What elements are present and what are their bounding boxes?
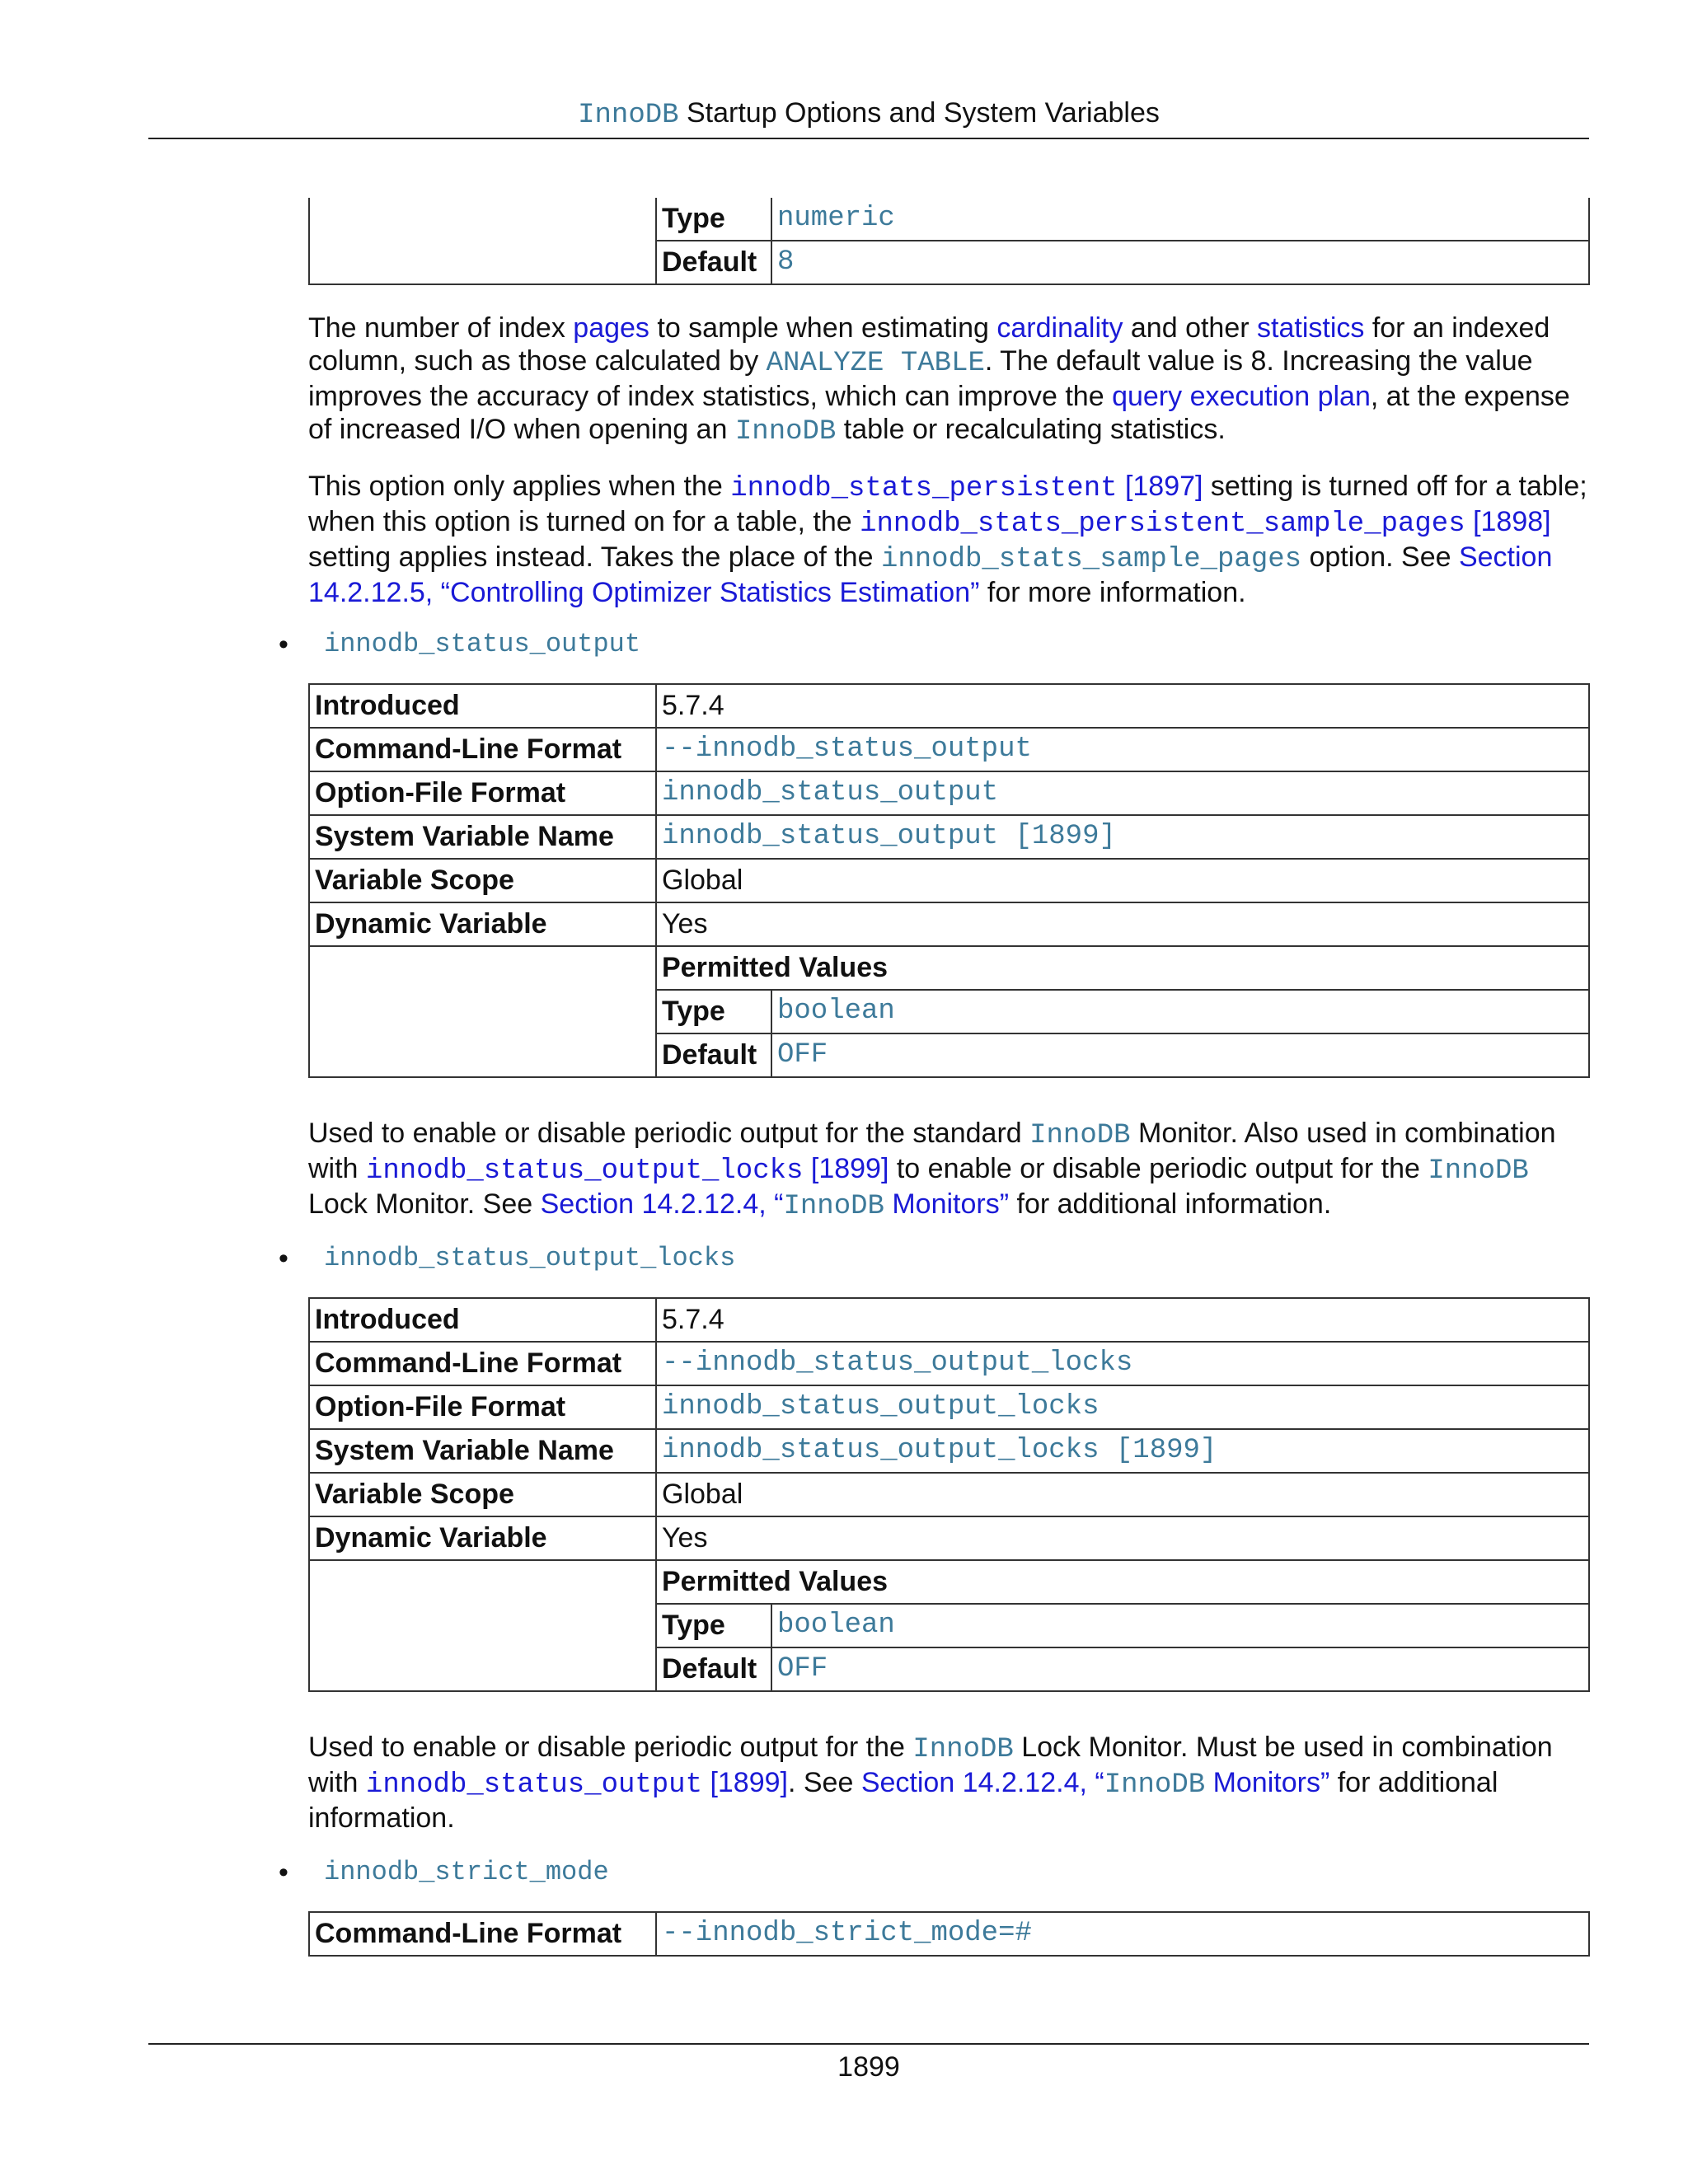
link-statistics[interactable]: statistics bbox=[1257, 312, 1365, 344]
page-header bbox=[148, 92, 1589, 136]
option-name-innodb-strict-mode[interactable]: innodb_strict_mode bbox=[324, 1857, 609, 1887]
default-label: Default bbox=[656, 241, 771, 284]
table-row: Type boolean bbox=[309, 990, 1589, 1033]
paragraph-status-output-locks: Used to enable or disable periodic output for the InnoDB Lock Monitor. Must be used in combination with innodb_status_output [1899]. See Section 14.2.12.4, “InnoDB Monitors” for additional information. bbox=[308, 1732, 1553, 1834]
table-row: Default OFF bbox=[309, 1033, 1589, 1077]
bullet: • bbox=[279, 1243, 288, 1274]
table-row: Default OFF bbox=[309, 1647, 1589, 1691]
table-row: System Variable Name innodb_status_output [1899] bbox=[309, 815, 1589, 859]
table-row: Dynamic Variable Yes bbox=[309, 1516, 1589, 1560]
code-analyze-table: ANALYZE TABLE bbox=[766, 348, 985, 379]
permitted-values-heading: Permitted Values bbox=[656, 1560, 1589, 1604]
table-row: Option-File Format innodb_status_output_locks bbox=[309, 1385, 1589, 1429]
ref-1897[interactable]: [1897] bbox=[1117, 471, 1203, 502]
link-query-execution-plan[interactable]: query execution plan bbox=[1112, 381, 1371, 412]
table-row: Option-File Format innodb_status_output bbox=[309, 771, 1589, 815]
table-row: Introduced 5.7.4 bbox=[309, 684, 1589, 728]
link-section-14-2-12-4[interactable]: Section 14.2.12.4, “InnoDB Monitors” bbox=[860, 1767, 1330, 1801]
link-system-variable[interactable]: innodb_status_output_locks [1899] bbox=[656, 1429, 1589, 1473]
header-title: Startup Options and System Variables bbox=[678, 97, 1160, 129]
innodb-status-output-locks-table bbox=[308, 1297, 1590, 1692]
link-innodb-status-output-locks[interactable]: innodb_status_output_locks bbox=[365, 1155, 804, 1187]
paragraph-sample-pages: The number of index pages to sample when estimating cardinality and other statistics for an indexed column, such as those calculated by ANALYZE TABLE. The default value is 8. Increasing the value improves the accuracy of index statistics, which can improve the query execution plan, at the expense of increased I/O when opening an InnoDB table or recalculating statistics. bbox=[308, 312, 1570, 448]
table-row: Dynamic Variable Yes bbox=[309, 902, 1589, 946]
table-row: Command-Line Format --innodb_strict_mode=# bbox=[309, 1912, 1589, 1956]
table-row: Type boolean bbox=[309, 1604, 1589, 1647]
ref-1898[interactable]: [1898] bbox=[1465, 506, 1551, 537]
table-row: Variable Scope Global bbox=[309, 859, 1589, 902]
link-section-14-2-12-4[interactable]: Section 14.2.12.4, “InnoDB Monitors” bbox=[540, 1188, 1010, 1222]
paragraph-status-output: Used to enable or disable periodic output for the standard InnoDB Monitor. Also used in combination with innodb_status_output_locks [1899] to enable or disable periodic output for the InnoDB Lock Monitor. See Section 14.2.12.4, “InnoDB Monitors” for additional information. bbox=[308, 1118, 1556, 1222]
footer-rule bbox=[148, 2043, 1589, 2045]
page-number: 1899 bbox=[837, 2051, 900, 2083]
link-innodb-stats-persistent[interactable]: innodb_stats_persistent bbox=[730, 473, 1118, 504]
table-row bbox=[309, 1560, 1589, 1604]
option-name-innodb-status-output[interactable]: innodb_status_output bbox=[324, 629, 641, 659]
table-row: Variable Scope Global bbox=[309, 1473, 1589, 1516]
table-row: System Variable Name innodb_status_output_locks [1899] bbox=[309, 1429, 1589, 1473]
table-row: Command-Line Format --innodb_status_output bbox=[309, 728, 1589, 771]
table-row bbox=[309, 946, 1589, 990]
type-value: numeric bbox=[771, 198, 1589, 241]
link-system-variable[interactable]: innodb_status_output [1899] bbox=[656, 815, 1589, 859]
bullet: • bbox=[279, 1857, 288, 1888]
link-section-14-2-12-5[interactable]: Section 14.2.12.5, “Controlling Optimizer Statistics Estimation” bbox=[308, 541, 1553, 608]
code-innodb: InnoDB bbox=[734, 416, 837, 448]
default-value: 8 bbox=[771, 241, 1589, 284]
link-innodb-stats-persistent-sample-pages[interactable]: innodb_stats_persistent_sample_pages bbox=[860, 509, 1465, 540]
link-innodb-status-output[interactable]: innodb_status_output bbox=[365, 1769, 702, 1801]
permitted-values-heading: Permitted Values bbox=[656, 946, 1589, 990]
bullet: • bbox=[279, 629, 288, 660]
option-name-innodb-status-output-locks[interactable]: innodb_status_output_locks bbox=[324, 1243, 736, 1273]
innodb-strict-mode-table bbox=[308, 1911, 1590, 1957]
stats-sample-pages-table-tail bbox=[308, 198, 1590, 285]
empty-cell bbox=[309, 198, 656, 284]
link-cardinality[interactable]: cardinality bbox=[996, 312, 1123, 344]
innodb-status-output-table bbox=[308, 683, 1590, 1078]
code-innodb-stats-sample-pages: innodb_stats_sample_pages bbox=[880, 544, 1302, 575]
header-rule bbox=[148, 138, 1589, 139]
link-pages[interactable]: pages bbox=[573, 312, 649, 344]
table-row: Introduced 5.7.4 bbox=[309, 1298, 1589, 1342]
table-row: Command-Line Format --innodb_status_output_locks bbox=[309, 1342, 1589, 1385]
type-label: Type bbox=[656, 198, 771, 241]
header-innodb: InnoDB bbox=[578, 100, 679, 131]
paragraph-persistent: This option only applies when the innodb_stats_persistent [1897] setting is turned off for a table; when this option is turned on for a table, the innodb_stats_persistent_sample_pages [1898] setting applies instead. Takes the place of the innodb_stats_sample_pages option. See Section 14.2.12.5, “Controlling Optimizer Statistics Estimation” for more information. bbox=[308, 471, 1587, 608]
